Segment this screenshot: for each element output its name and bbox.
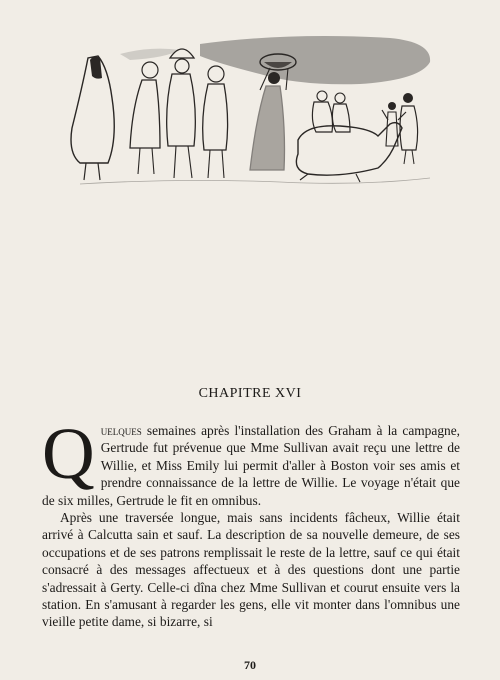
paragraph-1-text: semaines après l'installation des Graham à la campagne, Gertrude fut prévenue que Mme Sullivan avait reçu une lettre de Willie, et Miss Emily lui permit d'aller à Boston voir ses amis et prendre connaissance de la lettre de Willie. Le voyage n'était que de six milles, Gertrude le fit en omnibus. [42,423,460,508]
drop-cap-letter: Q [42,413,95,494]
paragraph-2: Après une traversée longue, mais sans incidents fâcheux, Willie était arrivé à Calcutta sain et sauf. La description de sa nouvelle demeure, de ses occupations et de ses patrons remplissait le reste de la lettre, sauf ce qui était consacré à des messages affectueux et à des questions dont une partie s'adressait à Gerty. Celle-ci dîna chez Mme Sullivan et courut ensuite vers la station. En s'amusant à regarder les gens, elle vit monter dans l'omnibus une vieille petite dame, si bizarre, si [42,510,460,630]
chapter-body [42,413,460,631]
chapter-title: CHAPITRE XVI [198,386,302,401]
first-word-smallcaps: uelques [100,423,142,438]
page-number: 70 [244,658,256,672]
paragraph-1 [42,413,460,509]
chapter-illustration [60,28,445,198]
